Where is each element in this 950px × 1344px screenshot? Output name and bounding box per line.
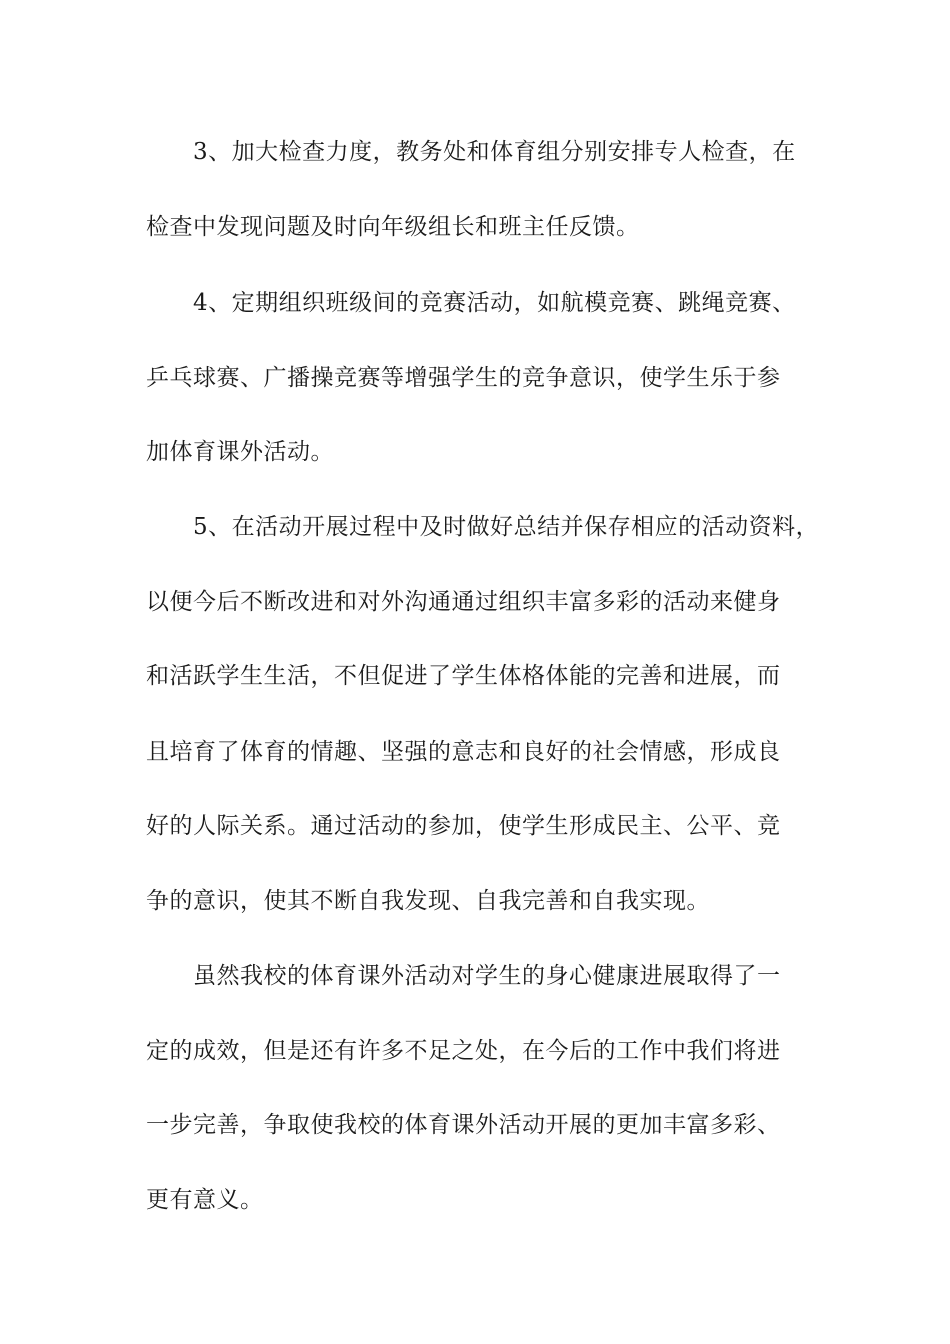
paragraph-5-line-1: 5、在活动开展过程中及时做好总结并保存相应的活动资料， — [193, 514, 820, 540]
paragraph-5-line-6: 争的意识，使其不断自我发现、自我完善和自我实现。 — [146, 888, 710, 914]
paragraph-5-line-4: 且培育了体育的情趣、坚强的意志和良好的社会情感，形成良 — [146, 739, 781, 765]
paragraph-3-line-2: 检查中发现问题及时向年级组长和班主任反馈。 — [146, 214, 640, 240]
paragraph-4-line-2: 乒乓球赛、广播操竞赛等增强学生的竞争意识，使学生乐于参 — [146, 365, 781, 391]
paragraph-5-line-2: 以便今后不断改进和对外沟通通过组织丰富多彩的活动来健身 — [146, 589, 781, 615]
paragraph-3-line-1: 3、加大检查力度，教务处和体育组分别安排专人检查，在 — [193, 139, 796, 165]
paragraph-4-line-1: 4、定期组织班级间的竞赛活动，如航模竞赛、跳绳竞赛、 — [193, 290, 796, 316]
paragraph-4-line-3: 加体育课外活动。 — [146, 439, 334, 465]
paragraph-6-line-3: 一步完善，争取使我校的体育课外活动开展的更加丰富多彩、 — [146, 1112, 781, 1138]
paragraph-6-line-2: 定的成效，但是还有许多不足之处，在今后的工作中我们将进 — [146, 1038, 781, 1064]
paragraph-5-line-5: 好的人际关系。通过活动的参加，使学生形成民主、公平、竞 — [146, 813, 781, 839]
paragraph-6-line-1: 虽然我校的体育课外活动对学生的身心健康进展取得了一 — [193, 963, 781, 989]
paragraph-5-line-3: 和活跃学生生活，不但促进了学生体格体能的完善和进展，而 — [146, 663, 781, 689]
paragraph-6-line-4: 更有意义。 — [146, 1187, 264, 1213]
